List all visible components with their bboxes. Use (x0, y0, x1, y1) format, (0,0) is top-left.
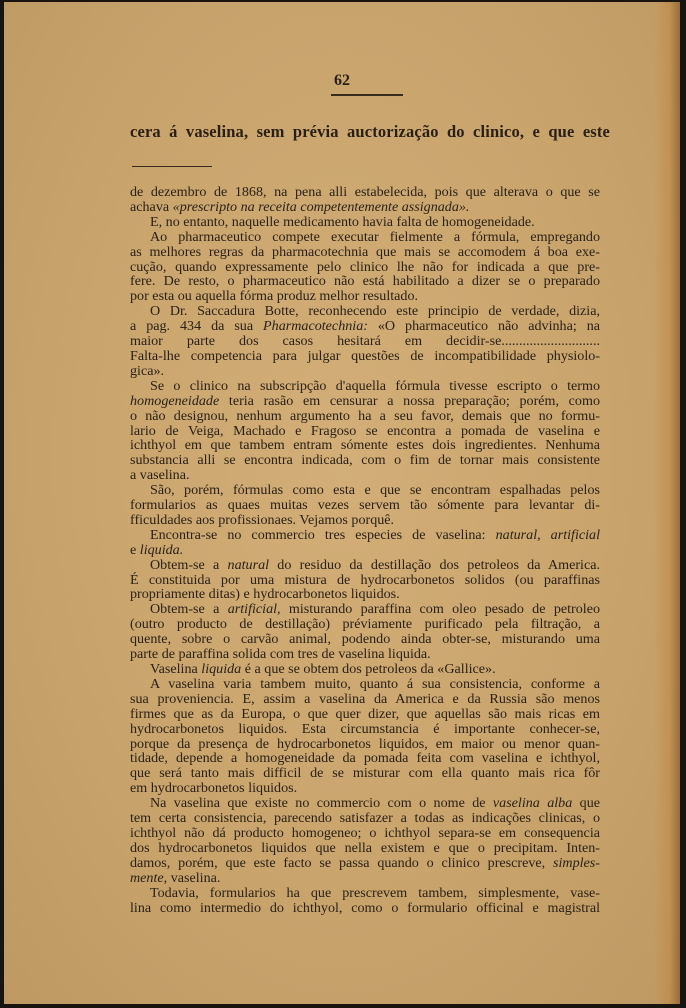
text-line: E, no entanto, naquelle medicamento havia falta de homogeneidade. (150, 213, 535, 230)
paragraph (130, 662, 600, 677)
text-line: Todavia, formularios ha que prescrevem tambem, simplesmente, vase- (150, 884, 600, 901)
italic-text: «prescripto na receita competentemente assignada». (172, 198, 470, 215)
paragraph (130, 677, 600, 796)
paragraph (130, 796, 600, 885)
text-line: Obtem-se a natural do residuo da destillação dos petroleos da America. (150, 556, 600, 573)
book-page (4, 2, 680, 1004)
footnote-carry-line: cera á vaselina, sem prévia auctorização do clinico, e que este (130, 122, 610, 141)
paragraph (130, 215, 600, 230)
paragraph (130, 886, 600, 916)
text-line: o não designou, nenhum argumento ha a seu favor, demais que no formu- (130, 407, 600, 424)
text-line: porque da presença de hydrocarbonetos liquidos, em maior ou menor quan- (130, 735, 600, 752)
text-line: maior parte dos casos hesitará em decidir-se............................ (130, 333, 600, 350)
text-line: fere. De resto, o pharmaceutico não está habilitado a dizer se o preparado (130, 273, 600, 290)
text-line: hydrocarbonetos liquidos. Esta circumstancia é importante conhecer-se, (130, 720, 600, 737)
body-text (130, 185, 600, 915)
text-line: tidade, depende a homogeneidade da pomada feita com vaselina e ichthyol, (130, 750, 600, 767)
text-line: Falta-lhe competencia para julgar questões de incompatibilidade physiolo- (130, 347, 600, 364)
text-line: por esta ou aquella fórma produz melhor resultado. (130, 288, 419, 305)
text-line: Vaselina liquida é a que se obtem dos petroleos da «Gallice». (150, 661, 496, 677)
text-line: ichthyol em que tambem entram sómente estes dois ingredientes. Nenhuma (130, 437, 600, 454)
italic-text: Pharmacotechnia: (263, 318, 368, 335)
paragraph (130, 558, 600, 603)
text-line: substancia alli se encontra indicada, com o fim de tornar mais consistente (130, 452, 600, 469)
italic-text: liquida. (139, 541, 184, 558)
paragraph (130, 304, 600, 379)
paragraph (130, 528, 600, 558)
text-line: firmes que as da Europa, o que quer dizer, que aquellas são mais ricas em (130, 705, 600, 722)
text-line: lario de Veiga, Machado e Fragoso se encontra a pomada de vaselina e (130, 422, 600, 439)
italic-text: mente, (130, 869, 168, 886)
text-line: homogeneidade teria rasão em censurar a nossa preparação; porém, como (130, 392, 600, 409)
text-line: Ao pharmaceutico compete executar fielmente a fórmula, empregando (150, 228, 600, 245)
text-line: achava «prescripto na receita competentemente assignada». (130, 198, 470, 215)
text-line: Encontra-se no commercio tres especies de vaselina: natural, artificial (150, 526, 600, 543)
text-line: O Dr. Saccadura Botte, reconhecendo este principio de verdade, dizia, (150, 303, 600, 320)
text-line: de dezembro de 1868, na pena alli estabelecida, pois que alterava o que se (130, 184, 600, 200)
text-line: São, porém, fórmulas como esta e que se encontram espalhadas pelos (150, 482, 600, 499)
text-line: fficuldades aos profissionaes. Vejamos porquê. (130, 511, 395, 528)
italic-text: natural (227, 556, 270, 573)
text-line: em hydrocarbonetos liquidos. (130, 780, 298, 797)
paragraph (130, 602, 600, 662)
text-line: ichthyol não dá producto homogeneo; o ichthyol separa-se em consequencia (130, 824, 600, 841)
text-line: Obtem-se a artificial, misturando paraffina com oleo pesado de petroleo (150, 601, 600, 618)
text-line: dos hydrocarbonetos liquidos que nella existem e que o precipitam. Inten- (130, 839, 600, 856)
text-line: mente, vaselina. (130, 869, 221, 886)
paragraph (130, 379, 600, 483)
text-line: e liquida. (130, 541, 184, 558)
text-line: quente, sobre o carvão animal, podendo ainda obter-se, misturando uma (130, 631, 600, 648)
paragraph (130, 230, 600, 305)
paragraph (130, 483, 600, 528)
footnote-separator (132, 166, 212, 167)
italic-text: simples- (553, 854, 600, 871)
text-line: (outro producto de destillação) préviamente purificado pela filtração, a (130, 616, 600, 633)
text-line: cução, quando expressamente pelo clinico lhe não for indicada a que pre- (130, 258, 600, 275)
text-line: sua proveniencia. E, assim a vaselina da America e da Russia são menos (130, 690, 600, 707)
text-line: damos, porém, que este facto se passa quando o clinico prescreve, simples- (130, 854, 600, 871)
italic-text: liquida (201, 661, 242, 677)
text-line: a vaselina. (130, 467, 190, 484)
text-line: lina como intermedio do ichthyol, como o formulario officinal e magistral (130, 899, 600, 916)
text-line: a pag. 434 da sua Pharmacotechnia: «O pharmaceutico não advinha; na (130, 318, 600, 335)
text-line: parte de paraffina solida com tres de vaselina liquida. (130, 646, 431, 663)
text-line: tem certa consistencia, parecendo satisfazer a todas as indicações clinicas, o (130, 810, 600, 827)
text-line: as melhores regras da pharmacotechnia que mais se accomodem á boa exe- (130, 243, 600, 260)
text-line: propriamente ditas) e hydrocarbonetos liquidos. (130, 586, 400, 603)
text-line: A vaselina varia tambem muito, quanto á sua consistencia, conforme a (150, 675, 600, 692)
paragraph (130, 185, 600, 215)
text-line: formularios as quaes muitas vezes servem tão sómente para levantar di- (130, 497, 600, 514)
text-line: Na vaselina que existe no commercio com o nome de vaselina alba que (150, 795, 600, 812)
italic-text: artificial, (227, 601, 281, 618)
text-line: É constituida por uma mistura de hydrocarbonetos solidos (ou paraffinas (130, 571, 600, 588)
page-number-rule (331, 94, 403, 96)
italic-text: vaselina alba (492, 795, 573, 812)
italic-text: homogeneidade (130, 392, 220, 409)
text-line: Se o clinico na subscripção d'aquella fórmula tivesse escripto o termo (150, 377, 600, 394)
text-line: que será tanto mais difficil de se misturar com ella quanto mais rica fôr (130, 765, 600, 782)
text-line: gica». (130, 362, 165, 379)
italic-text: natural, artificial (495, 526, 600, 543)
page-number: 62 (334, 72, 350, 89)
